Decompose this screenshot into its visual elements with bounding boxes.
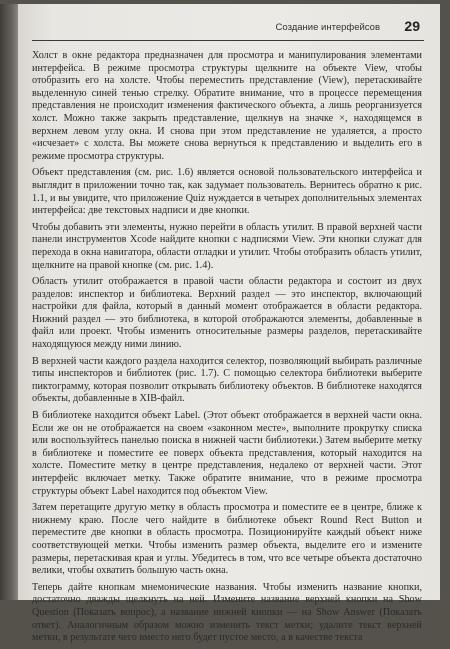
page-number: 29 [404,18,420,34]
paragraph: Объект представления (см. рис. 1.6) является основой пользовательского интерфейса и выглядит в приложении точно так, как задумает пользователь. Вернитесь обратно к рис. 1.1, и вы увидите, что приложение Quiz нуждается в четырех дополнительных элементах интерфейса: две текстовых надписи и две кнопки. [32,167,422,217]
paragraph: Холст в окне редактора предназначен для просмотра и манипулирования элементами интерфейса. В режиме просмотра структуры щелкните на объекте View, чтобы отобразить его на холсте. Чтобы переместить представление (View), перетаскивайте выделенную синей тенью стрелку. Обратите внимание, что в процессе перемещения представления не происходит изменения фактического объекта, а лишь реорганизуется холст. Можно также закрыть представление, щелкнув на значке ×, находящемся в верхнем левом углу окна. И снова при этом представление не удаляется, а просто «исчезает» с холста. Вы можете снова вернуться к представлению и выделить его в режиме просмотра структуры. [32,50,422,162]
chapter-title: Создание интерфейсов [275,22,380,33]
book-page [18,4,440,644]
running-header [32,18,424,41]
paragraph: Затем перетащите другую метку в область просмотра и поместите ее в центре, ближе к нижнему краю. После чего найдите в библиотеке объект Round Rect Button и переместите две кнопки в область просмотра. Позиционируйте каждый объект ниже соответствующей метки. Чтобы изменить размер объекта, выделите его и измените размеры, перетаскивая края и углы. Убедитесь в том, что все четыре объекта достаточно велики, чтобы охватить большую часть окна. [32,502,422,577]
paragraph: В верхней части каждого раздела находится селектор, позволяющий выбирать различные типы инспекторов и библиотек (рис. 1.7). С помощью селектора библиотеки выберите пиктограмму, которая позволит открывать библиотеку объектов. В библиотеке находятся объекты, добавленные в XIB-файл. [32,355,422,405]
paragraph: Теперь дайте кнопкам мнемонические названия. Чтобы изменить название кнопки, достаточно дважды щелкнуть на ней. Измените название верхней кнопки на Show Question (Показать вопрос), а название нижней кнопки — на Show Answer (Показать ответ). Аналогичным образом можно изменить текст метки; удалите текст верхней метки, в результате чего вместо него будет пустое место, а в качестве текста [32,581,422,644]
paragraph: В библиотеке находится объект Label. (Этот объект отображается в верхней части окна. Если же он не отображается на своем «законном месте», выполните прокрутку списка или воспользуйтесь панелью поиска в нижней части библиотеки.) Затем выберите метку в библиотеке и поместите ее поверх объекта представления, который находится на холсте. Поместите метку в центре представления, недалеко от верхней части. Этот интерфейс включает метку. Также обратите внимание, что в режиме просмотра структуры объект Label находится под объектом View. [32,410,422,497]
book-spine [0,4,18,600]
page-body [32,50,422,649]
paragraph: Область утилит отображается в правой части области редактора и состоит из двух разделов: инспектор и библиотека. Верхний раздел — это инспектор, включающий настройки для файла, который в данный момент отображается в области редактора. Нижний раздел — это библиотека, в которой отображаются элементы, добавленные в файл или проект. Чтобы изменить относительные размеры разделов, перетаскивайте находящуюся между ними линию. [32,276,422,351]
paragraph: Чтобы добавить эти элементы, нужно перейти в область утилит. В правой верхней части панели инструментов Xcode найдите кнопки с надписями View. Эти кнопки служат для перехода в окна навигатора, области отладки и утилит. Чтобы отобразить область утилит, щелкните на правой кнопке (см. рис. 1.4). [32,221,422,271]
